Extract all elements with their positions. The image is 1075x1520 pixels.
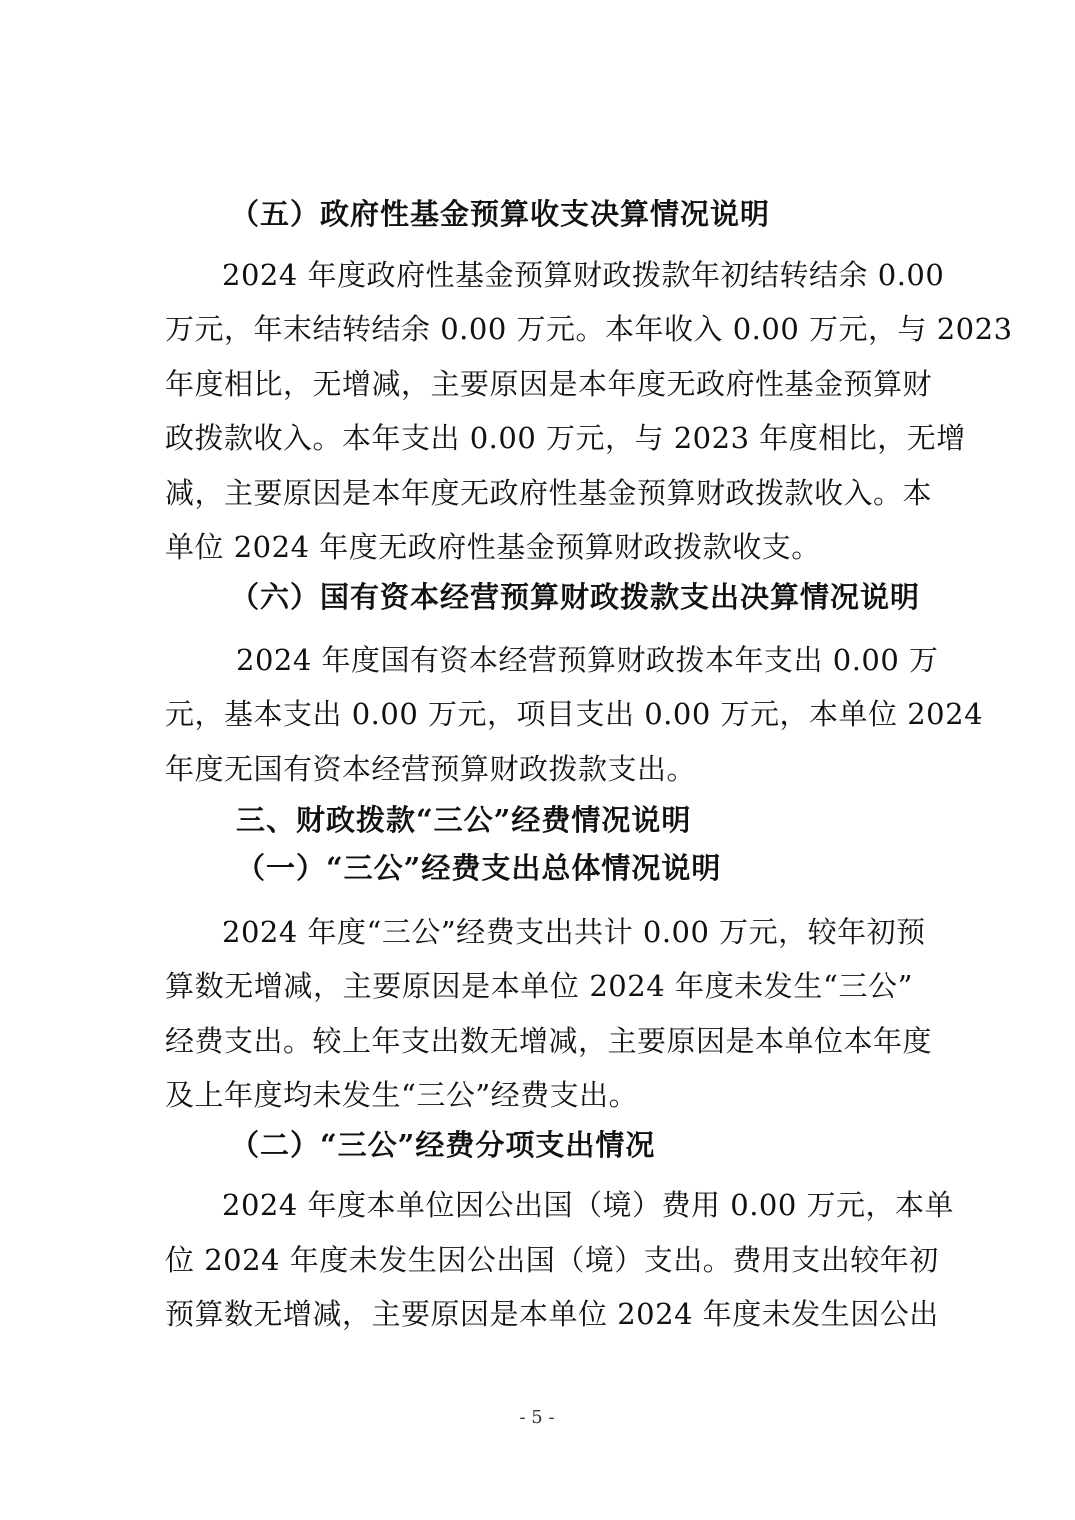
paragraph-line: 位 2024 年度未发生因公出国（境）支出。费用支出较年初 <box>165 1243 939 1277</box>
section-heading-six: （六）国有资本经营预算财政拨款支出决算情况说明 <box>230 580 921 614</box>
paragraph-line: 2024 年度政府性基金预算财政拨款年初结转结余 0.00 <box>222 258 945 292</box>
section-heading-five: （五）政府性基金预算收支决算情况说明 <box>230 197 771 231</box>
paragraph-line: 年度无国有资本经营预算财政拨款支出。 <box>165 752 697 786</box>
paragraph-line: 2024 年度国有资本经营预算财政拨本年支出 0.00 万 <box>236 643 939 677</box>
paragraph-line: 政拨款收入。本年支出 0.00 万元，与 2023 年度相比，无增 <box>165 421 966 455</box>
chapter-heading-three: 三、财政拨款“三公”经费情况说明 <box>236 803 692 837</box>
paragraph-line: 2024 年度本单位因公出国（境）费用 0.00 万元，本单 <box>222 1188 955 1222</box>
page-number: - 5 - <box>519 1407 555 1428</box>
paragraph-line: 万元，年末结转结余 0.00 万元。本年收入 0.00 万元，与 2023 <box>165 312 1013 346</box>
paragraph-line: 2024 年度“三公”经费支出共计 0.00 万元，较年初预 <box>222 915 926 949</box>
paragraph-line: 年度相比，无增减，主要原因是本年度无政府性基金预算财 <box>165 367 933 401</box>
paragraph-line: 元，基本支出 0.00 万元，项目支出 0.00 万元，本单位 2024 <box>165 697 984 731</box>
paragraph-line: 及上年度均未发生“三公”经费支出。 <box>165 1078 639 1112</box>
subsection-heading-two: （二）“三公”经费分项支出情况 <box>230 1128 656 1162</box>
paragraph-line: 算数无增减，主要原因是本单位 2024 年度未发生“三公” <box>165 969 913 1003</box>
paragraph-line: 减，主要原因是本年度无政府性基金预算财政拨款收入。本 <box>165 476 933 510</box>
paragraph-line: 单位 2024 年度无政府性基金预算财政拨款收支。 <box>165 530 821 564</box>
paragraph-line: 经费支出。较上年支出数无增减，主要原因是本单位本年度 <box>165 1024 933 1058</box>
paragraph-line: 预算数无增减，主要原因是本单位 2024 年度未发生因公出 <box>165 1297 939 1331</box>
subsection-heading-one: （一）“三公”经费支出总体情况说明 <box>236 851 722 885</box>
